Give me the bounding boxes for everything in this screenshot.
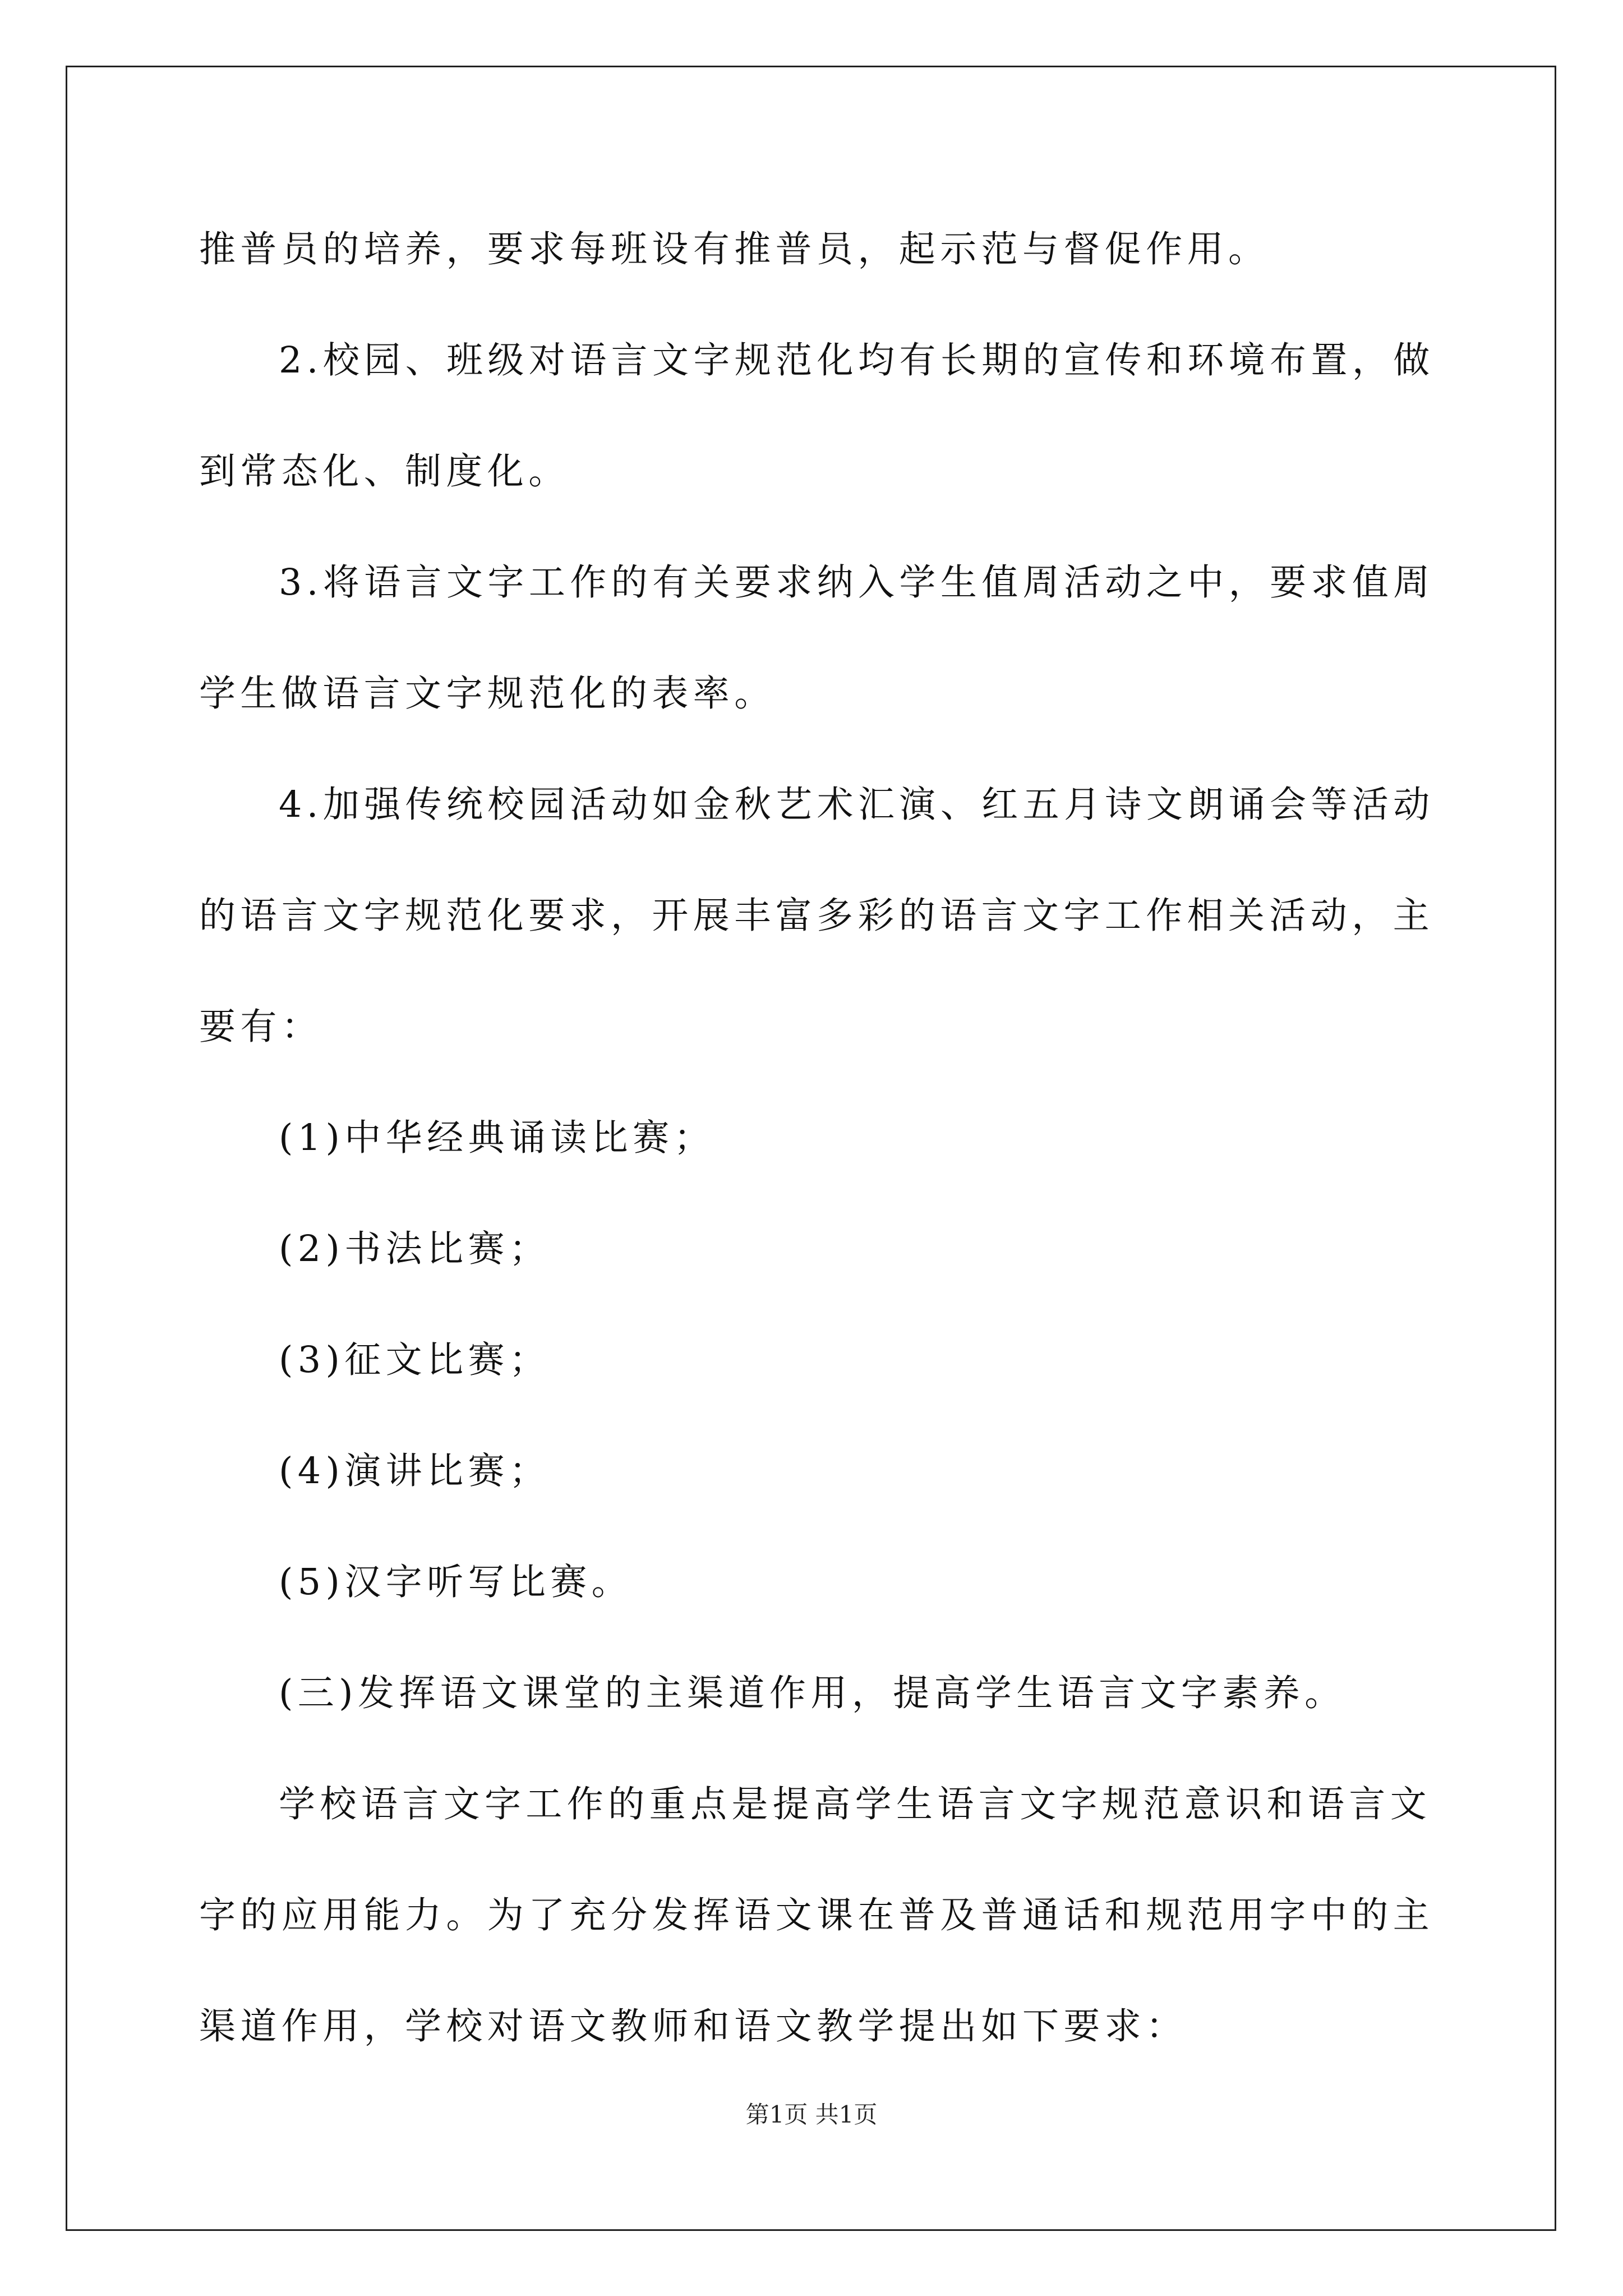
paragraph-line: 3.将语言文字工作的有关要求纳入学生值周活动之中，要求值周 — [279, 562, 1435, 604]
list-item: (2)书法比赛； — [279, 1228, 551, 1270]
paragraph-line: 学生做语言文字规范化的表率。 — [199, 673, 776, 715]
paragraph-line: 到常态化、制度化。 — [199, 450, 570, 493]
paragraph-line: 的语言文字规范化要求，开展丰富多彩的语言文字工作相关活动，主 — [199, 895, 1435, 937]
paragraph-line: 渠道作用，学校对语文教师和语文教学提出如下要求： — [199, 2005, 1187, 2047]
paragraph-line: 学校语言文字工作的重点是提高学生语言文字规范意识和语言文 — [279, 1783, 1432, 1825]
list-item: (1)中华经典诵读比赛； — [279, 1117, 715, 1159]
page-footer: 第1页 共1页 — [745, 2101, 878, 2128]
list-item: (4)演讲比赛； — [279, 1450, 551, 1492]
paragraph-line: 要有： — [199, 1006, 323, 1048]
paragraph-line: 推普员的培养，要求每班设有推普员，起示范与督促作用。 — [199, 228, 1270, 270]
paragraph-line: 字的应用能力。为了充分发挥语文课在普及普通话和规范用字中的主 — [199, 1894, 1435, 1936]
list-item: (3)征文比赛； — [279, 1339, 551, 1381]
paragraph-line: 2.校园、班级对语言文字规范化均有长期的宣传和环境布置，做 — [279, 339, 1435, 381]
list-item: (5)汉字听写比赛。 — [279, 1561, 633, 1603]
section-heading: (三)发挥语文课堂的主渠道作用，提高学生语言文字素养。 — [279, 1672, 1346, 1714]
paragraph-line: 4.加强传统校园活动如金秋艺术汇演、红五月诗文朗诵会等活动 — [279, 784, 1435, 826]
